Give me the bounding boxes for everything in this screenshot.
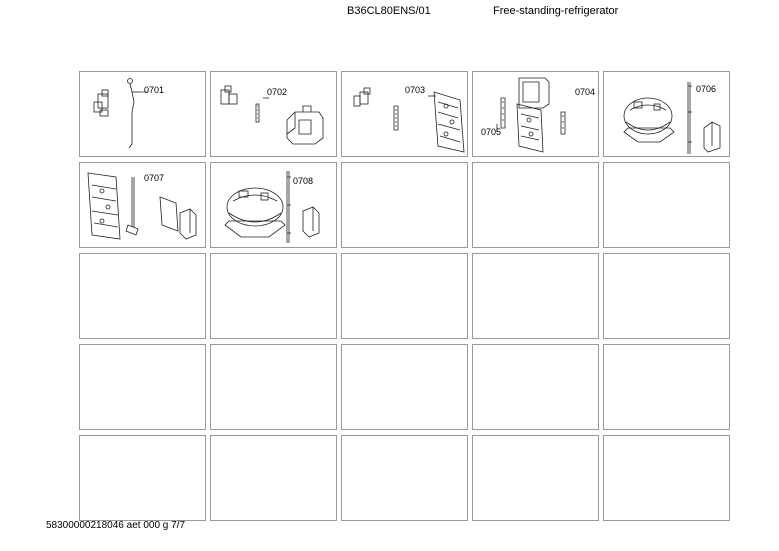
document-reference: 58300000218046 aet 000 g 7/7 <box>46 520 186 531</box>
empty-tile <box>472 435 599 521</box>
empty-tile <box>79 253 206 339</box>
empty-tile <box>603 435 730 521</box>
part-label: 0702 <box>267 87 288 97</box>
empty-tile <box>603 253 730 339</box>
part-tile-0707[interactable] <box>79 162 206 248</box>
empty-tile <box>79 435 206 521</box>
part-tile-0706[interactable] <box>603 71 730 157</box>
part-label: 0705 <box>481 127 502 137</box>
part-tile-0703[interactable] <box>341 71 468 157</box>
empty-tile <box>341 344 468 430</box>
empty-tile <box>472 162 599 248</box>
empty-tile <box>603 344 730 430</box>
compressor-drawing <box>211 163 338 249</box>
product-type: Free-standing-refrigerator <box>493 5 619 17</box>
part-label: 0706 <box>696 84 717 94</box>
part-tile-0704[interactable] <box>472 71 599 157</box>
empty-tile <box>472 344 599 430</box>
empty-tile <box>472 253 599 339</box>
empty-tile <box>210 253 337 339</box>
empty-tile <box>603 162 730 248</box>
part-tile-0708[interactable] <box>210 162 337 248</box>
part-label: 0701 <box>144 85 165 95</box>
empty-tile <box>210 344 337 430</box>
part-tile-0701[interactable] <box>79 71 206 157</box>
empty-tile <box>341 435 468 521</box>
part-tile-0702[interactable] <box>210 71 337 157</box>
board-module-drawing <box>473 72 600 158</box>
part-label: 0703 <box>405 85 426 95</box>
empty-tile <box>341 162 468 248</box>
part-label: 0708 <box>293 176 314 186</box>
empty-tile <box>79 344 206 430</box>
model-number: B36CL80ENS/01 <box>347 5 431 17</box>
part-label: 0704 <box>575 87 596 97</box>
empty-tile <box>341 253 468 339</box>
bracket-housing-drawing <box>211 72 338 158</box>
empty-tile <box>210 435 337 521</box>
part-label: 0707 <box>144 173 165 183</box>
